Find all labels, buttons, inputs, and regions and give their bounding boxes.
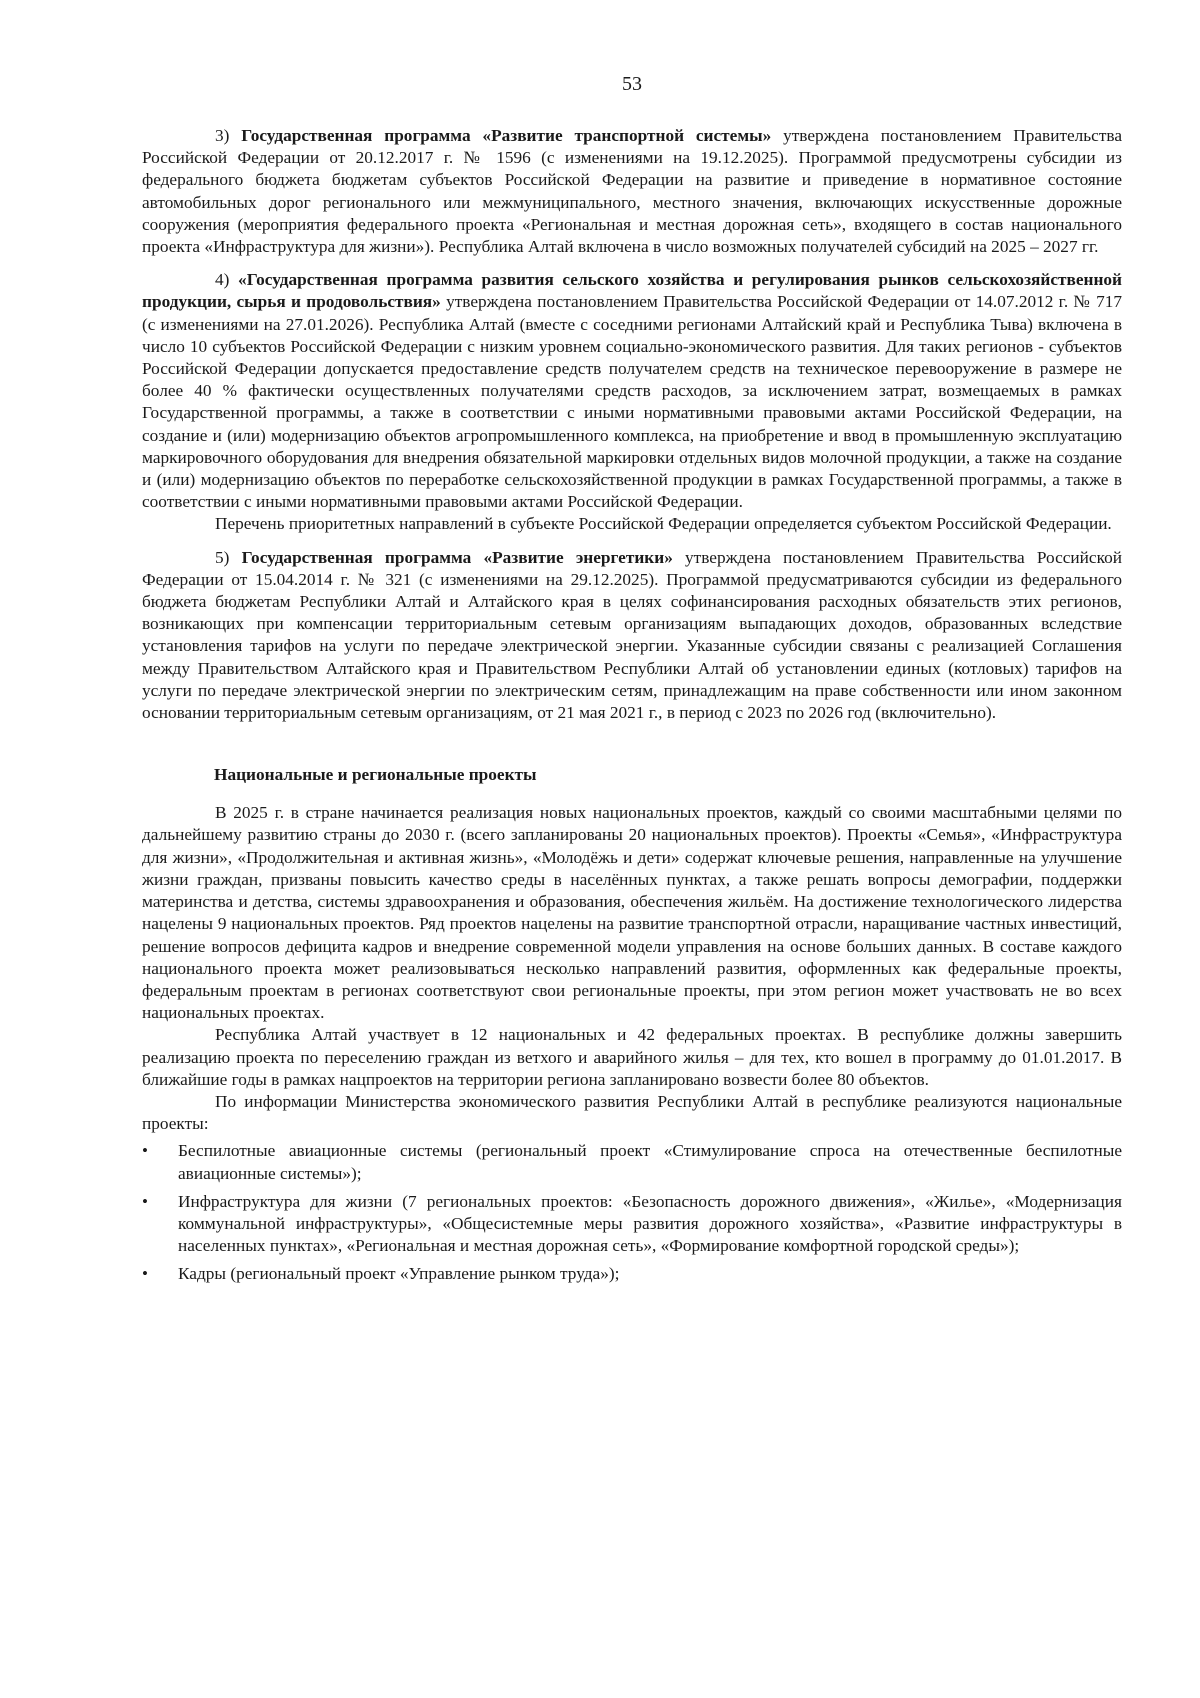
bullet-icon: • [142, 1264, 148, 1284]
section-paragraph-3: По информации Министерства экономического развития Республики Алтай в республике реализуются национальные проекты: [142, 1091, 1122, 1134]
program-title: Государственная программа «Развитие энергетики» [241, 547, 673, 567]
program-title: Государственная программа «Развитие транспортной системы» [241, 126, 772, 145]
list-item-text: Кадры (региональный проект «Управление рынком труда»); [178, 1264, 620, 1284]
list-item [142, 1191, 1122, 1258]
projects-list [142, 1140, 1122, 1285]
list-item-text: Инфраструктура для жизни (7 региональных проектов: «Безопасность дорожного движения», «Жилье», «Модернизация коммунальной инфраструктуры», «Общесистемные меры развития дорожного хозяйства», «Развитие инфраструктуры в населенных пунктах», «Региональная и местная дорожная сеть», «Формирование комфортной городской среды»); [178, 1191, 1122, 1256]
paragraph-text: утверждена постановлением Правительства Российской Федерации от 20.12.2017 г. № 1596 (с изменениями на 19.12.2025). Программой предусмотрены субсидии из федерального бюджета бюджетам субъектов Российской Федерации на развитие и приведение в нормативное состояние автомобильных дорог регионального или межмуниципального, местного значения, включающих искусственные дорожные сооружения (мероприятия федерального проекта «Региональная и местная дорожная сеть», входящего в состав национального проекта «Инфраструктура для жизни»). Республика Алтай включена в число возможных получателей субсидий на 2025 – 2027 гг. [142, 126, 1123, 257]
bullet-icon: • [142, 1191, 148, 1211]
item-number: 3) [215, 126, 242, 145]
paragraph-text: утверждена постановлением Правительства Российской Федерации от 15.04.2014 г. № 321 (с изменениями на 29.12.2025). Программой предусматриваются субсидии из федерального бюджета бюджетам Республики Алтай и Алтайского края в целях софинансирования расходных обязательств этих регионов, возникающих при компенсации территориальным сетевым организациям выпадающих доходов, образованных вследствие установления тарифов на услуги по передаче электрической энергии. Указанные субсидии связаны с реализацией Соглашения между Правительством Алтайского края и Правительством Республики Алтай об установлении единых (котловых) тарифов на услуги по передаче электрической энергии по электрическим сетям, принадлежащим на праве собственности или ином законном основании территориальным сетевым организациям, от 21 мая 2021 г., в период с 2023 по 2026 год (включительно). [142, 547, 1122, 723]
page-number: 53 [622, 73, 642, 95]
paragraph-program-5 [142, 547, 1122, 725]
document-page [142, 72, 1122, 1292]
list-item [142, 1140, 1122, 1184]
paragraph-program-3 [142, 125, 1122, 258]
paragraph-program-4-note: Перечень приоритетных направлений в субъекте Российской Федерации определяется субъектом Российской Федерации. [215, 514, 1112, 534]
bullet-icon: • [142, 1141, 148, 1161]
item-number: 4) [215, 270, 239, 290]
section-paragraph-1: В 2025 г. в стране начинается реализация новых национальных проектов, каждый со своими масштабными целями по дальнейшему развитию страны до 2030 г. (всего запланированы 20 национальных проектов). Проекты «Семья», «Инфраструктура для жизни», «Продолжительная и активная жизнь», «Молодёжь и дети» содержат ключевые решения, направленные на улучшение жизни граждан, призваны повысить качество среды в населённых пунктах, а также решать вопросы демографии, поддержки материнства и детства, системы здравоохранения и образования, обеспечения жильём. На достижение технологического лидерства нацелены 9 национальных проектов. Ряд проектов нацелены на развитие транспортной отрасли, наращивание частных инвестиций, решение вопросов дефицита кадров и внедрение современной модели управления на основе больших данных. В составе каждого национального проекта может реализовываться несколько направлений развития, оформленных как федеральные проекты, федеральным проектам в регионах соответствуют свои региональные проекты, при этом регион может участвовать не во всех национальных проектах. [142, 803, 1122, 1023]
section-paragraph-2: Республика Алтай участвует в 12 национальных и 42 федеральных проектах. В республике должны завершить реализацию проекта по переселению граждан из ветхого и аварийного жилья – для тех, кто вошел в программу до 01.01.2017. В ближайшие годы в рамках нацпроектов на территории региона запланировано возвести более 80 объектов. [142, 1025, 1122, 1089]
paragraph-text: утверждена постановлением Правительства Российской Федерации от 14.07.2012 г. № 717 (с изменениями на 27.01.2026). Республика Алтай (вместе с соседними регионами Алтайский край и Республика Тыва) включена в число 10 субъектов Российской Федерации с низким уровнем социально-экономического развития. Для таких регионов - субъектов Российской Федерации допускается предоставление средств получателем средств на техническое перевооружение в размере не более 40 % фактически осуществленных получателями средств расходов, за исключением затрат, возмещаемых в рамках Государственной программы, а также в соответствии с иными нормативными правовыми актами Российской Федерации, на создание и (или) модернизацию объектов агропромышленного комплекса, на приобретение и ввод в промышленную эксплуатацию маркировочного оборудования для внедрения обязательной маркировки отдельных видов молочной продукции, а также на создание и (или) модернизацию объектов по переработке сельскохозяйственной продукции в рамках Государственной программы, а также в соответствии с иными нормативными правовыми актами Российской Федерации. [142, 292, 1123, 512]
item-number: 5) [215, 547, 242, 567]
list-item-text: Беспилотные авиационные системы (региональный проект «Стимулирование спроса на отечественные беспилотные авиационные системы»); [178, 1141, 1122, 1183]
paragraph-program-4 [142, 269, 1122, 513]
program-title: «Государственная программа развития сельского хозяйства и регулирования рынков сельскохозяйственной продукции, сырья и продовольствия» [142, 270, 1122, 312]
list-item [142, 1263, 1122, 1285]
section-heading: Национальные и региональные проекты [214, 765, 537, 785]
